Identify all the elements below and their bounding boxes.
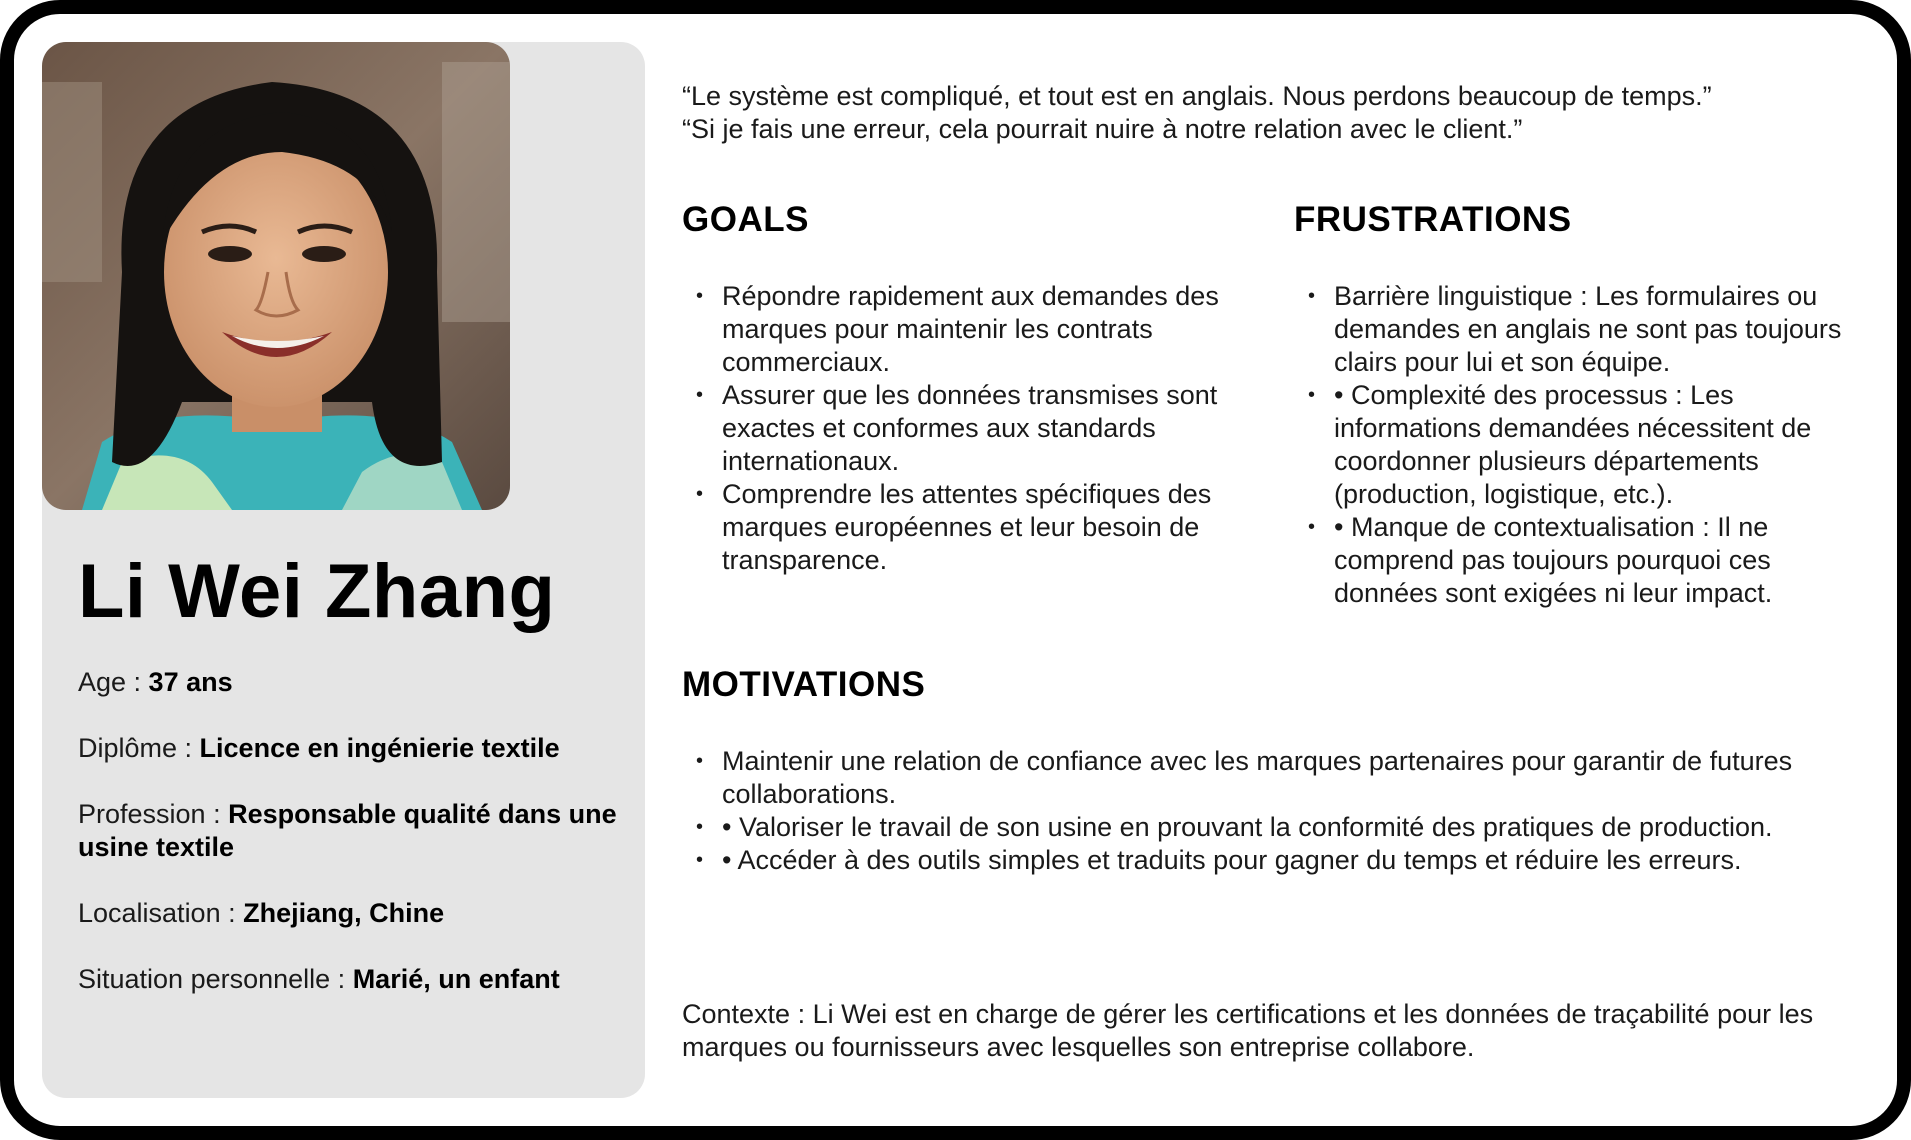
- info-profession-value: Responsable qualité dans une usine textile: [78, 799, 617, 862]
- motivations-item: • • Accéder à des outils simples et traduits pour gagner du temps et réduire les erreurs.: [682, 844, 1862, 877]
- goals-list: [682, 280, 1242, 577]
- info-diploma: [78, 732, 638, 765]
- motivations-item: • Maintenir une relation de confiance avec les marques partenaires pour garantir de futures collaborations.: [682, 745, 1862, 811]
- info-diploma-value: Licence en ingénierie textile: [199, 733, 560, 763]
- quote-2: “Si je fais une erreur, cela pourrait nuire à notre relation avec le client.”: [682, 114, 1523, 144]
- profile-photo: [42, 42, 510, 510]
- info-location-value: Zhejiang, Chine: [243, 898, 445, 928]
- motivations-item: • • Valoriser le travail de son usine en prouvant la conformité des pratiques de production.: [682, 811, 1862, 844]
- info-age: [78, 666, 638, 699]
- frustrations-item: • • Manque de contextualisation : Il ne comprend pas toujours pourquoi ces données sont exigées ni leur impact.: [1294, 511, 1874, 610]
- goals-item: • Répondre rapidement aux demandes des marques pour maintenir les contrats commerciaux.: [682, 280, 1242, 379]
- goals-heading: GOALS: [682, 200, 809, 239]
- motivations-list: [682, 745, 1862, 877]
- frustrations-item: • Barrière linguistique : Les formulaires ou demandes en anglais ne sont pas toujours clairs pour lui et son équipe.: [1294, 280, 1874, 379]
- goals-item: • Assurer que les données transmises sont exactes et conformes aux standards internationaux.: [682, 379, 1242, 478]
- info-situation-label: Situation personnelle :: [78, 964, 353, 994]
- info-location: [78, 897, 638, 930]
- info-situation-value: Marié, un enfant: [352, 964, 560, 994]
- info-profession-label: Profession :: [78, 799, 229, 829]
- quote-1: “Le système est compliqué, et tout est en anglais. Nous perdons beaucoup de temps.”: [682, 81, 1712, 111]
- info-situation: [78, 963, 638, 996]
- info-age-label: Age :: [78, 667, 149, 697]
- goals-item: • Comprendre les attentes spécifiques des marques européennes et leur besoin de transparence.: [682, 478, 1242, 577]
- quote-block: [682, 80, 1712, 146]
- portrait-image: [42, 42, 510, 510]
- context-paragraph: Contexte : Li Wei est en charge de gérer les certifications et les données de traçabilité pour les marques ou fournisseurs avec lesquelles son entreprise collabore.: [682, 999, 1814, 1062]
- frustrations-heading: FRUSTRATIONS: [1294, 200, 1572, 239]
- motivations-heading: MOTIVATIONS: [682, 665, 926, 704]
- info-diploma-label: Diplôme :: [78, 733, 200, 763]
- info-location-label: Localisation :: [78, 898, 244, 928]
- info-age-value: 37 ans: [148, 667, 233, 697]
- frustrations-list: [1294, 280, 1874, 610]
- info-profession: [78, 798, 618, 864]
- frustrations-item: • • Complexité des processus : Les informations demandées nécessitent de coordonner plusieurs départements (production, logistique, etc.).: [1294, 379, 1874, 511]
- persona-name: Li Wei Zhang: [78, 549, 556, 634]
